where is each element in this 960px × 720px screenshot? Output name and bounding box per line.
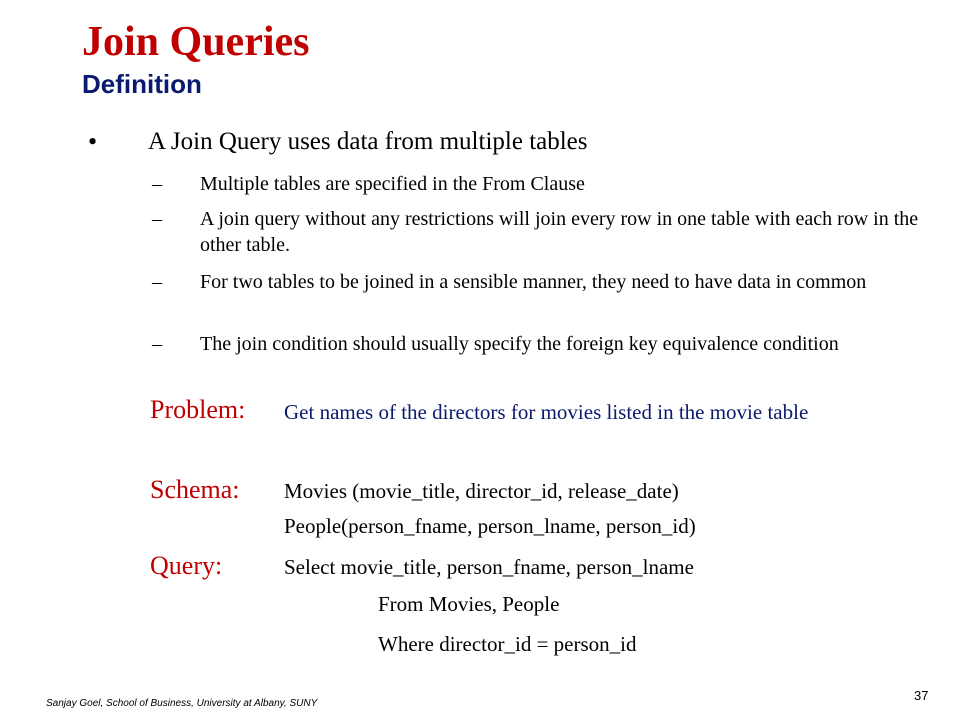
schema-line: Movies (movie_title, director_id, release_date) [284, 479, 679, 503]
footer-credit: Sanjay Goel, School of Business, University at Albany, SUNY [46, 698, 318, 709]
bullet-main-text: A Join Query uses data from multiple tables [148, 128, 588, 155]
query-line: Select movie_title, person_fname, person_lname [284, 555, 694, 579]
query-label: Query: [150, 551, 223, 580]
sub-bullet-dash: – [152, 333, 162, 355]
sub-bullet-dash: – [152, 173, 162, 195]
problem-text: Get names of the directors for movies listed in the movie table [284, 400, 809, 424]
sub-bullet-text: Multiple tables are specified in the From Clause [200, 173, 585, 195]
problem-label: Problem: [150, 395, 246, 424]
page-number: 37 [914, 688, 929, 703]
slide-subtitle: Definition [82, 69, 202, 99]
query-line: From Movies, People [378, 592, 560, 616]
sub-bullet-dash: – [152, 271, 162, 293]
query-line: Where director_id = person_id [378, 632, 637, 656]
schema-line: People(person_fname, person_lname, person_id) [284, 514, 696, 538]
schema-label: Schema: [150, 475, 240, 504]
bullet-marker: • [88, 127, 98, 156]
sub-bullet-text: The join condition should usually specify the foreign key equivalence condition [200, 333, 839, 355]
sub-bullet-text: A join query without any restrictions will join every row in one table with each row in the other table. [200, 208, 919, 256]
slide-title: Join Queries [82, 19, 310, 65]
sub-bullet-text: For two tables to be joined in a sensible manner, they need to have data in common [200, 271, 867, 293]
sub-bullet-dash: – [152, 208, 162, 230]
